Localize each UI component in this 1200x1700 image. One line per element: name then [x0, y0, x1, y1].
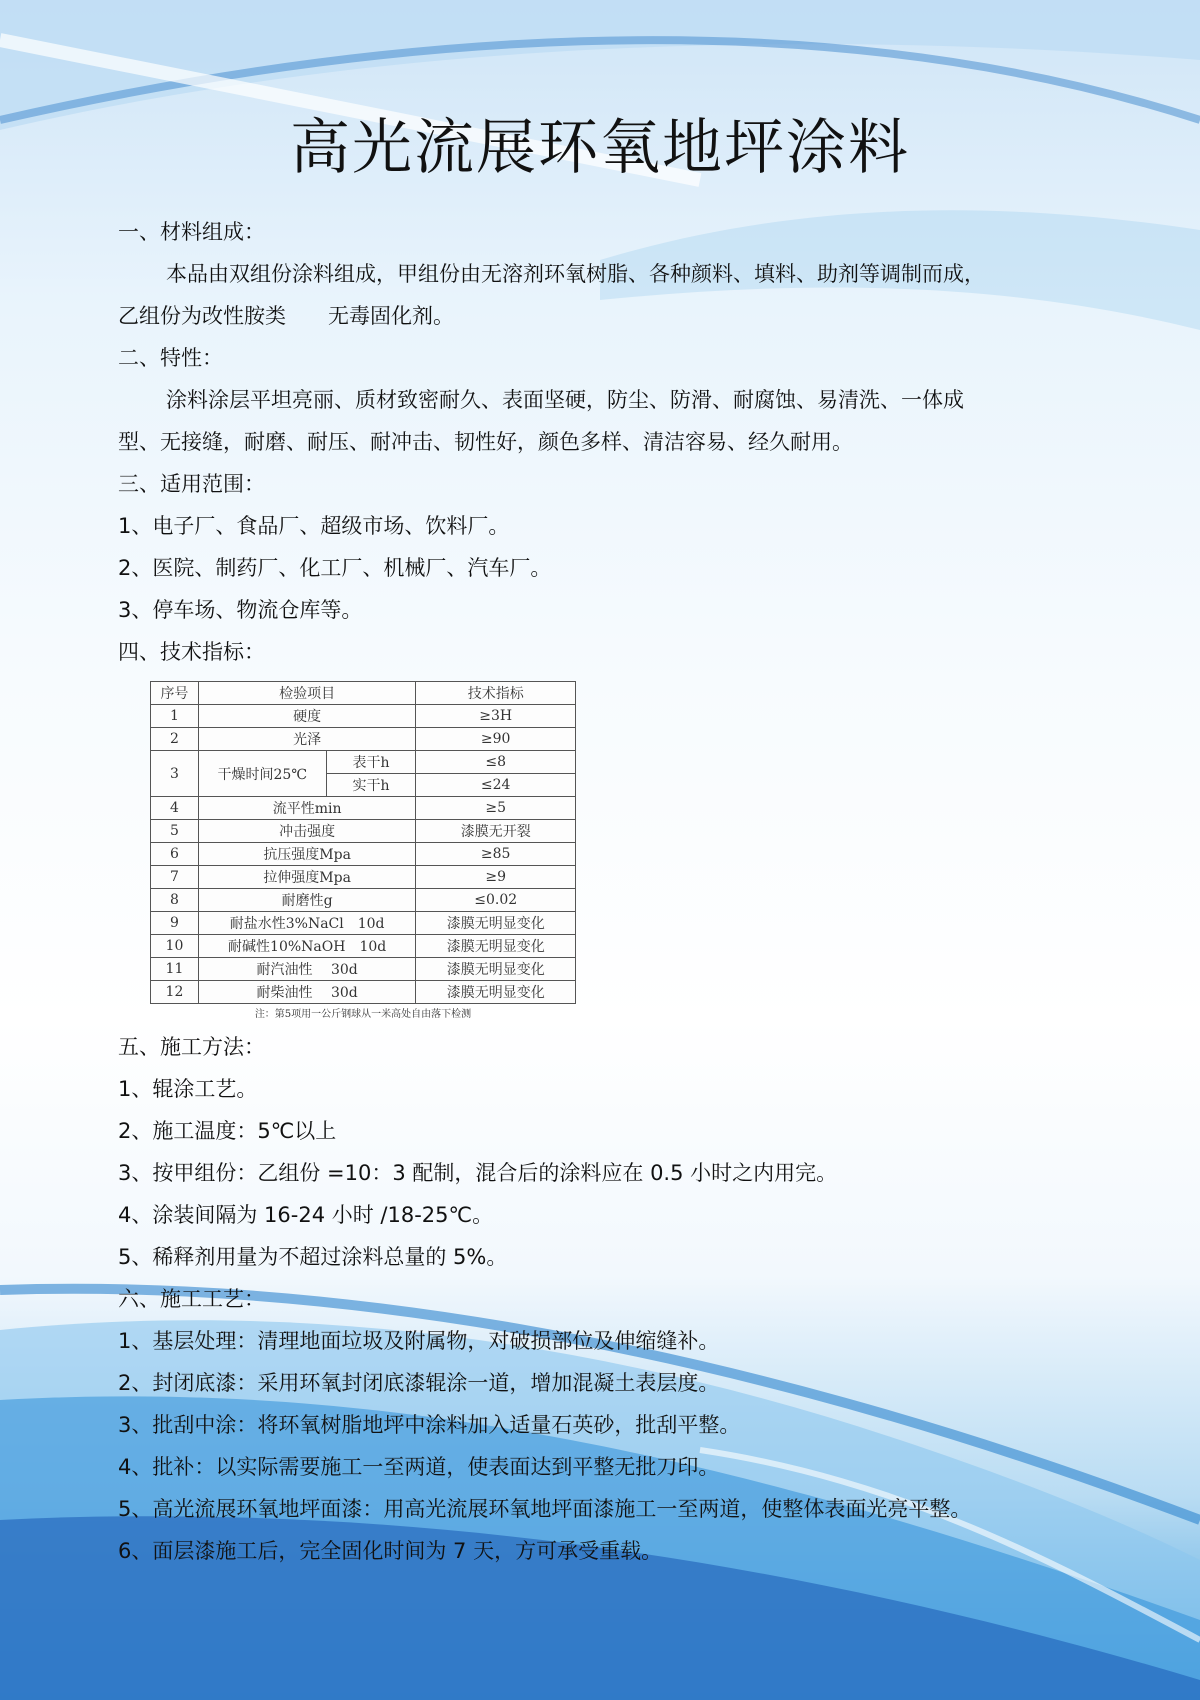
row-value: ≥90 — [416, 728, 576, 751]
row-value: ≤8 — [416, 751, 576, 774]
row-value: ≥5 — [416, 797, 576, 820]
table-row — [151, 958, 576, 981]
table-row — [151, 843, 576, 866]
row-number: 4 — [151, 797, 199, 820]
table-row — [151, 866, 576, 889]
document-body — [118, 211, 1103, 1572]
row-item: 耐磨性g — [198, 889, 416, 912]
row-number: 6 — [151, 843, 199, 866]
row-value: ≤0.02 — [416, 889, 576, 912]
properties-text-2: 型、无接缝，耐磨、耐压、耐冲击、韧性好，颜色多样、清洁容易、经久耐用。 — [118, 430, 853, 454]
composition-text-2: 乙组份为改性胺类 无毒固化剂。 — [118, 304, 454, 328]
row-number: 12 — [151, 981, 199, 1004]
section-heading-process: 六、施工工艺： — [118, 1287, 265, 1311]
list-item: 2、施工温度：5℃以上 — [118, 1119, 337, 1143]
section-heading-specs: 四、技术指标： — [118, 640, 265, 664]
row-item: 流平性min — [198, 797, 416, 820]
properties-text-1: 涂料涂层平坦亮丽、质材致密耐久、表面坚硬，防尘、防滑、耐腐蚀、易清洗、一体成 — [166, 388, 964, 412]
list-item: 3、停车场、物流仓库等。 — [118, 598, 363, 622]
table-row — [151, 728, 576, 751]
column-header: 序号 — [151, 682, 199, 705]
table-row — [151, 705, 576, 728]
table-row — [151, 935, 576, 958]
section-heading-composition: 一、材料组成： — [118, 220, 265, 244]
list-item: 4、批补：以实际需要施工一至两道，使表面达到平整无批刀印。 — [118, 1455, 720, 1479]
row-value: ≥85 — [416, 843, 576, 866]
list-item: 6、面层漆施工后，完全固化时间为 7 天，方可承受重载。 — [118, 1539, 663, 1563]
table-row — [151, 797, 576, 820]
row-number: 7 — [151, 866, 199, 889]
row-item: 干燥时间25℃ — [198, 751, 326, 797]
row-item: 耐盐水性3%NaCl 10d — [198, 912, 416, 935]
list-item: 3、按甲组份：乙组份 =10：3 配制，混合后的涂料应在 0.5 小时之内用完。 — [118, 1161, 838, 1185]
row-value: 漆膜无明显变化 — [416, 981, 576, 1004]
row-value: ≥9 — [416, 866, 576, 889]
row-item: 抗压强度Mpa — [198, 843, 416, 866]
table-row — [151, 751, 576, 774]
row-value: 漆膜无明显变化 — [416, 912, 576, 935]
table-row — [151, 981, 576, 1004]
row-item: 拉伸强度Mpa — [198, 866, 416, 889]
row-value: ≤24 — [416, 774, 576, 797]
list-item: 2、医院、制药厂、化工厂、机械厂、汽车厂。 — [118, 556, 552, 580]
section-heading-properties: 二、特性： — [118, 346, 223, 370]
row-value: 漆膜无明显变化 — [416, 958, 576, 981]
page-title: 高光流展环氧地坪涂料 — [290, 113, 910, 183]
row-number: 1 — [151, 705, 199, 728]
row-number: 2 — [151, 728, 199, 751]
list-item: 3、批刮中涂：将环氧树脂地坪中涂料加入适量石英砂，批刮平整。 — [118, 1413, 741, 1437]
row-item: 硬度 — [198, 705, 416, 728]
row-item: 耐柴油性 30d — [198, 981, 416, 1004]
row-item: 耐碱性10%NaOH 10d — [198, 935, 416, 958]
list-item: 2、封闭底漆：采用环氧封闭底漆辊涂一道，增加混凝土表层度。 — [118, 1371, 720, 1395]
row-value: 漆膜无明显变化 — [416, 935, 576, 958]
row-number: 5 — [151, 820, 199, 843]
table-row — [151, 912, 576, 935]
row-number: 3 — [151, 751, 199, 797]
row-item: 冲击强度 — [198, 820, 416, 843]
table-row — [151, 820, 576, 843]
row-number: 10 — [151, 935, 199, 958]
spec-table-wrapper — [150, 681, 580, 1020]
list-item: 1、电子厂、食品厂、超级市场、饮料厂。 — [118, 514, 510, 538]
list-item: 5、稀释剂用量为不超过涂料总量的 5%。 — [118, 1245, 508, 1269]
row-number: 9 — [151, 912, 199, 935]
row-item: 光泽 — [198, 728, 416, 751]
list-item: 1、辊涂工艺。 — [118, 1077, 258, 1101]
section-heading-scope: 三、适用范围： — [118, 472, 265, 496]
table-note: 注：第5项用一公斤钢球从一米高处自由落下检测 — [254, 1009, 472, 1020]
composition-text-1: 本品由双组份涂料组成，甲组份由无溶剂环氧树脂、各种颜料、填料、助剂等调制而成， — [166, 262, 985, 286]
table-row — [151, 889, 576, 912]
list-item: 1、基层处理：清理地面垃圾及附属物，对破损部位及伸缩缝补。 — [118, 1329, 720, 1353]
row-item: 耐汽油性 30d — [198, 958, 416, 981]
row-value: ≥3H — [416, 705, 576, 728]
list-item: 4、涂装间隔为 16-24 小时 /18-25℃。 — [118, 1203, 494, 1227]
table-header-row — [151, 682, 576, 705]
row-subitem: 实干h — [326, 774, 416, 797]
row-subitem: 表干h — [326, 751, 416, 774]
section-heading-method: 五、施工方法： — [118, 1035, 265, 1059]
spec-table — [150, 681, 576, 1004]
list-item: 5、高光流展环氧地坪面漆：用高光流展环氧地坪面漆施工一至两道，使整体表面光亮平整。 — [118, 1497, 972, 1521]
column-header: 技术指标 — [416, 682, 576, 705]
row-number: 8 — [151, 889, 199, 912]
column-header: 检验项目 — [198, 682, 416, 705]
row-value: 漆膜无开裂 — [416, 820, 576, 843]
row-number: 11 — [151, 958, 199, 981]
